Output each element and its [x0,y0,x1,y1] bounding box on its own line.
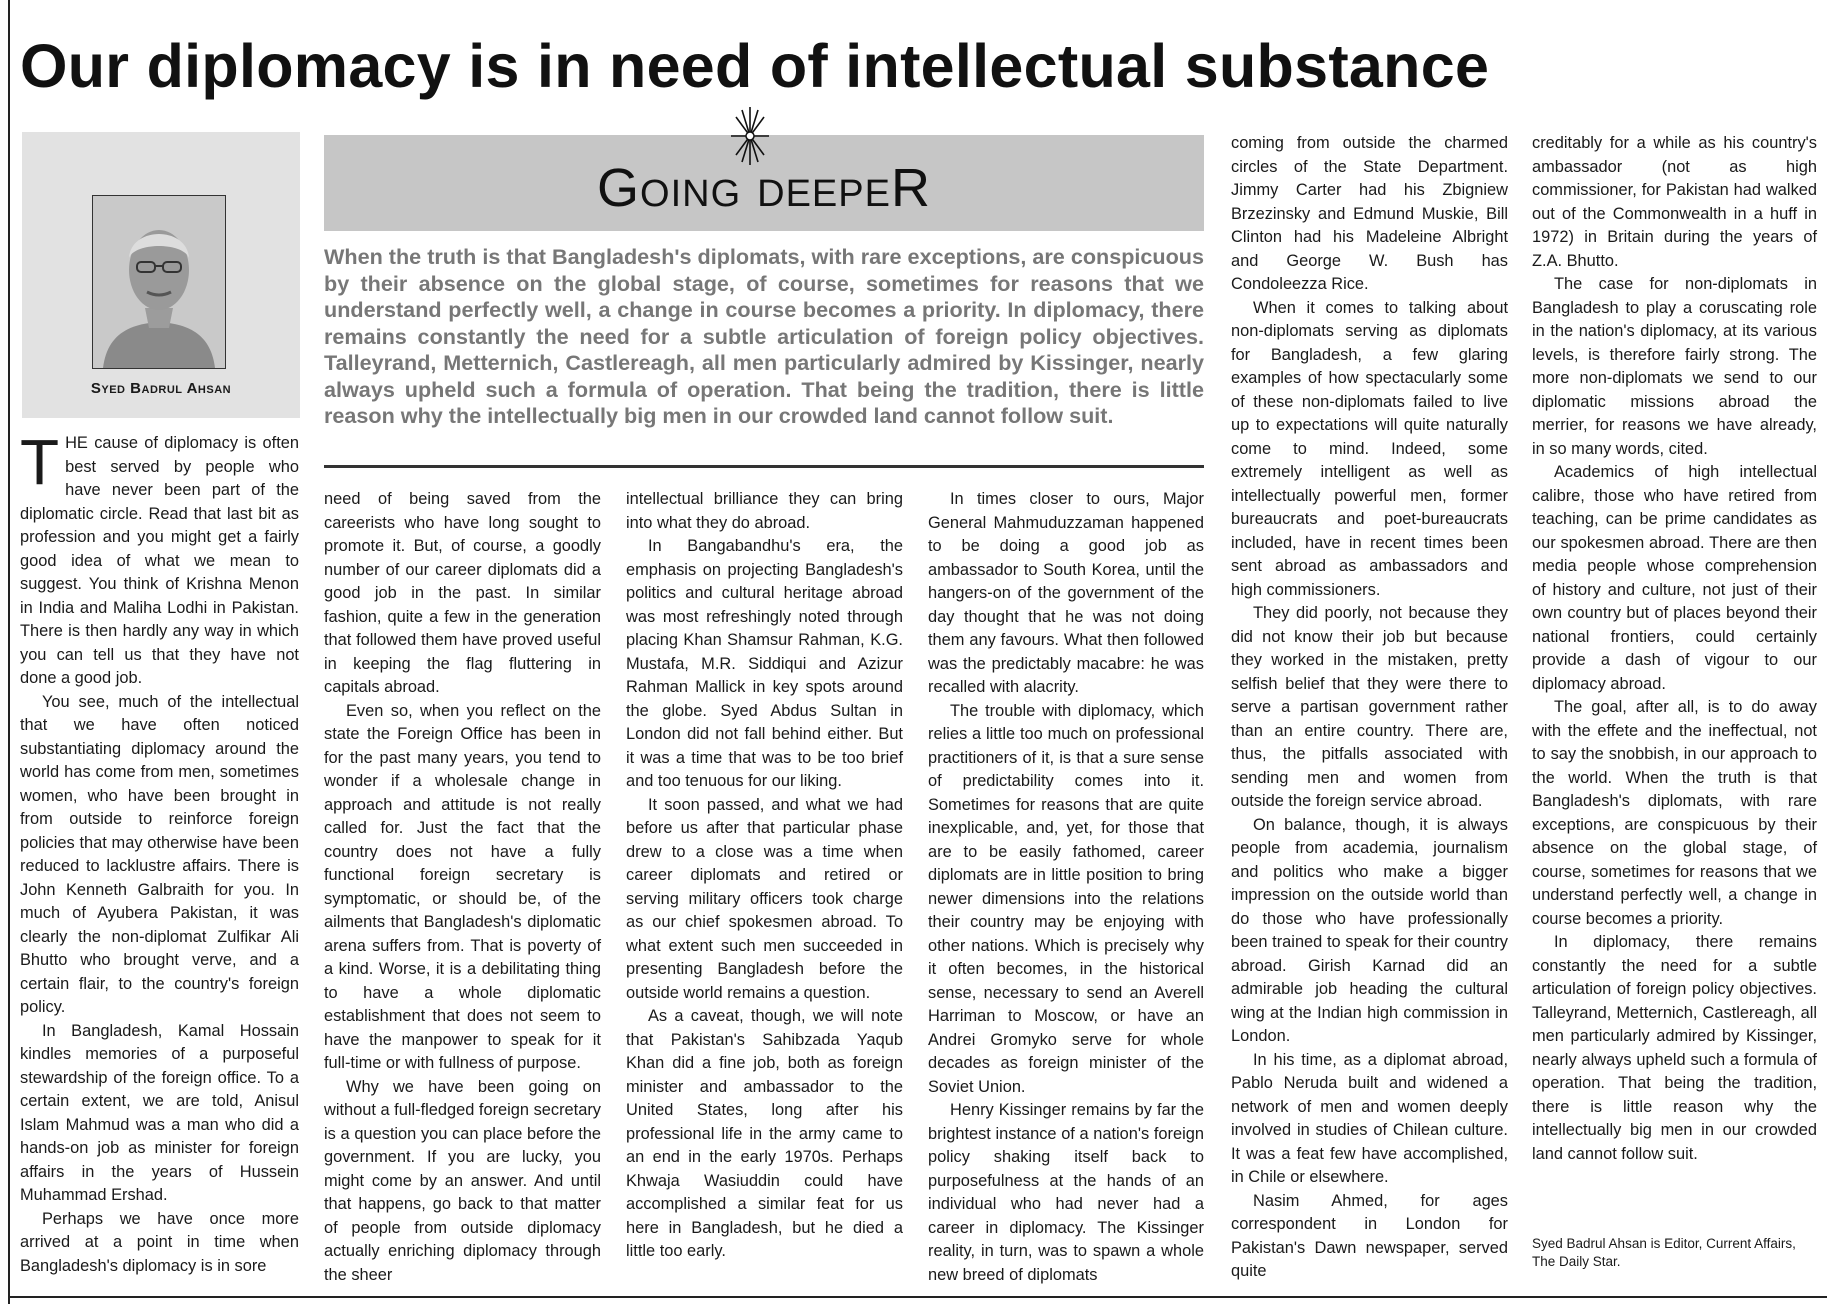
left-border-rule [8,0,10,1304]
paragraph: In his time, as a diplomat abroad, Pablo Neruda built and widened a network of men and women deeply involved in studies of Chilean culture. It was a feat few have accomplished, in Chile or elsewhere. [1231,1050,1508,1186]
paragraph: The goal, after all, is to do away with the effete and the ineffectual, not to say the snobbish, in our approach to the world. When the truth is that Bangladesh's diplomats, with rare exceptions, are conspicuous by their absence on the global stage, of course, sometimes for reasons that we understand perfectly well, a change in course becomes a priority. [1532,698,1817,928]
paragraph: Academics of high intellectual calibre, those who have retired from teaching, can be prime candidates as our spokesmen abroad. There are then media people whose comprehension of history and culture, not just of their own country but of places beyond their national frontiers, could certainly provide a dash of vigour to our diplomacy abroad. [1532,463,1817,693]
pull-quote-rule [324,465,1204,468]
paragraph: In Bangladesh, Kamal Hossain kindles memories of a purposeful stewardship of the foreign office. To a certain extent, we are told, Anisul Islam Mahmud was a man who did a hands-on job as minister for foreign affairs in the years of Hussein Muhammad Ershad. [20,1021,299,1204]
headline: Our diplomacy is in need of intellectual substance [20,32,1490,100]
paragraph: In Bangabandhu's era, the emphasis on projecting Bangladesh's politics and cultural heritage abroad was most refreshingly noted through placing Khan Shamsur Rahman, K.G. Mustafa, M.R. Siddiqui and Azizur Rahman Mallick in key spots around the globe. Syed Abdus Sultan in London did not fall behind either. But it was a time that was to be too brief and too tenuous for our liking. [626,537,903,790]
paragraph: When it comes to talking about non-diplomats serving as diplomats for Bangladesh, a few glaring examples of how spectacularly some of these non-diplomats failed to live up to expectations will quite naturally come to mind. Indeed, some extremely intelligent as well as intellectually powerful men, former bureaucrats and poet-bureaucrats included, have in recent times been sent abroad as ambassadors and high commissioners. [1231,298,1508,599]
paragraph: Even so, when you reflect on the state the Foreign Office has been in for the past many years, you tend to wonder if a wholesale change in approach and attitude is not really called for. Just the fact that the country does not have a fully functional foreign secretary is symptomatic, or should be, of the ailments that Bangladesh's diplomatic arena suffers from. That is poverty of a kind. Worse, it is a debilitating thing to have a whole diplomatic establishment that does not seem to have the manpower to speak for it full-time or with fullness of purpose. [324,701,601,1072]
bottom-border-rule [8,1296,1827,1298]
column-2 [324,488,601,1287]
drop-cap: T [20,426,60,498]
paragraph: coming from outside the charmed circles of the State Department. Jimmy Carter had his Zbigniew Brzezinsky and Edmund Muskie, Bill Clinton had his Madeleine Albright and George W. Bush has Condoleezza Rice. [1231,134,1508,293]
author-name: Syed Badrul Ahsan [90,380,232,397]
author-box [22,132,300,418]
paragraph: need of being saved from the careerists who have long sought to promote it. But, of course, a goodly number of our career diplomats did a good job in the past. In similar fashion, quite a few in the generation that followed them have proved useful in keeping the flag fluttering in capitals abroad. [324,490,601,696]
paragraph: The trouble with diplomacy, which relies a little too much on professional practitioners of it, is that a sure sense of predictability comes into it. Sometimes for reasons that are quite inexplicable, and, yet, for those that are to be easily fathomed, career diplomats are in little position to bring newer dimensions into the relations their country may be enjoying with other nations. Which is precisely why it often becomes, in the historical sense, necessary to send an Averell Harriman to Moscow, or have an Andrei Gromyko serve for whole decades as foreign minister of the Soviet Union. [928,701,1204,1096]
paragraph: Why we have been going on without a full-fledged foreign secretary is a question you can place before the government. If you are lucky, you might come by an answer. And until that happens, go back to that matter of people from outside diplomacy actually enriching diplomacy through the sheer [324,1077,601,1284]
paragraph: creditably for a while as his country's ambassador (not as high commissioner, for Pakistan had walked out of the Commonwealth in a huff in 1972) in Britain during the years of Z.A. Bhutto. [1532,134,1817,270]
author-photo [92,195,226,369]
paragraph: As a caveat, though, we will note that Pakistan's Sahibzada Yaqub Khan did a fine job, both as foreign minister and ambassador to the United States, long after his professional life in the army came to an end in the early 1970s. Perhaps Khwaja Wasiuddin could have accomplished a similar feat for us here in Bangladesh, but he died a little too early. [626,1007,903,1260]
paragraph: They did poorly, not because they did not know their job but because they worked in the mistaken, pretty selfish belief that they were there to serve a partisan government rather than an entire country. There are, thus, the pitfalls associated with sending men and women from outside the foreign service abroad. [1231,604,1508,810]
paragraph: The case for non-diplomats in Bangladesh to play a coruscating role in the nation's diplomacy, at its various levels, is therefore fairly strong. The more non-diplomats we send to our diplomatic missions abroad the merrier, for reasons we have already, in so many words, cited. [1532,275,1817,458]
paragraph: THE cause of diplomacy is often best served by people who have never been part of the diplomatic circle. Read that last bit as profession and you might get a fairly good idea of what we mean to suggest. You think of Krishna Menon in India and Maliha Lodhi in Pakistan. There is then hardly any way in which you can tell us that they have not done a good job. [20,426,299,687]
pull-quote: When the truth is that Bangladesh's diplomats, with rare exceptions, are conspicuous by their absence on the global stage, of course, sometimes for reasons that we understand perfectly well, a change in course becomes a priority. In diplomacy, there remains constantly the need for a subtle articulation of foreign policy objectives. Talleyrand, Metternich, Castlereagh, all men particularly admired by Kissinger, nearly always upheld such a formula of operation. That being the tradition, there is little reason why the intellectually big men in our crowded land cannot follow suit. [324,244,1204,428]
paragraph: You see, much of the intellectual that we have often noticed substantiating diplomacy around the world has come from men, sometimes women, who have been brought in from outside to reinforce foreign policies that may otherwise have been reduced to lacklustre affairs. There is John Kenneth Galbraith for you. In much of Ayubera Pakistan, it was clearly the non-diplomat Zulfikar Ali Bhutto who brought verve, and a certain flair, to the country's foreign policy. [20,692,299,1016]
column-6 [1532,132,1817,1166]
paragraph: It soon passed, and what we had before us after that particular phase drew to a close was a time when career diplomats and retired or serving military officers took charge as our chief spokesmen abroad. To what extent such men succeeded in presenting Bangladesh before the outside world remains a question. [626,795,903,1002]
paragraph: Henry Kissinger remains by far the brightest instance of a nation's foreign policy shaking itself back to purposefulness at the hands of an individual who had never had a career in diplomacy. The Kissinger reality, in turn, was to spawn a whole new breed of diplomats [928,1101,1204,1284]
paragraph: In diplomacy, there remains constantly the need for a subtle articulation of foreign policy objectives. Talleyrand, Metternich, Castlereagh, all men particularly admired by Kissinger, nearly always upheld such a formula of operation. That being the tradition, there is little reason why the intellectually big men in our crowded land cannot follow suit. [1532,933,1817,1163]
column-1 [20,426,299,1278]
author-portrait-icon [93,196,225,368]
author-bio: Syed Badrul Ahsan is Editor, Current Affairs, The Daily Star. [1532,1236,1796,1269]
paragraph: On balance, though, it is always people from academia, journalism and politics who make a bigger impression on the outside world than do those who have professionally been trained to speak for their country abroad. Girish Karnad did an admirable job heading the cultural wing at the Indian high commission in London. [1231,815,1508,1045]
column-4 [928,488,1204,1287]
paragraph: intellectual brilliance they can bring into what they do abroad. [626,490,903,532]
paragraph: Perhaps we have once more arrived at a point in time when Bangladesh's diplomacy is in sore [20,1209,299,1275]
column-5 [1231,132,1508,1284]
column-3 [626,488,903,1264]
section-title: Going deepeR [597,158,931,218]
paragraph: In times closer to ours, Major General Mahmuduzzaman happened to be doing a good job as ambassador to South Korea, until the hangers-on of the government of the day thought that he was not doing them any favours. What then followed was the predictably macabre: he was recalled with alacrity. [928,490,1204,696]
paragraph: Nasim Ahmed, for ages correspondent in London for Pakistan's Dawn newspaper, served quite [1231,1191,1508,1280]
